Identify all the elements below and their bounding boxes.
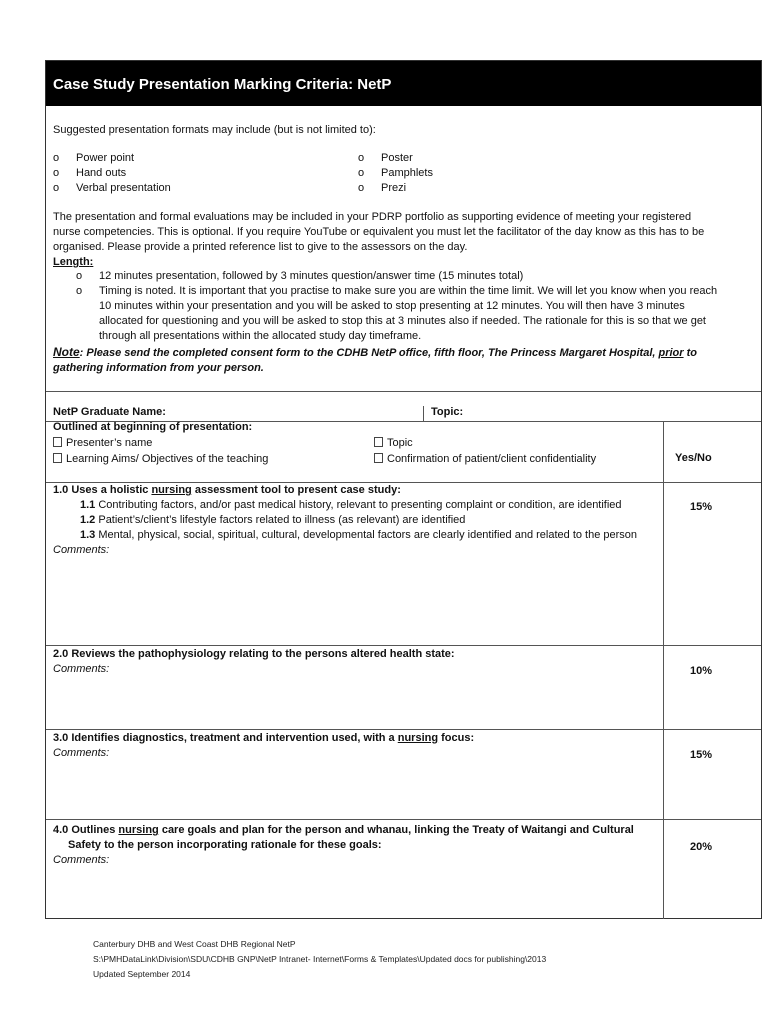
- intro-text: Suggested presentation formats may include (but is not limited to):: [53, 124, 376, 136]
- divider: [46, 645, 761, 646]
- format-row: [53, 151, 753, 166]
- bullet-icon: o: [358, 182, 365, 194]
- outlined-label: Outlined at beginning of presentation:: [53, 421, 253, 433]
- divider: [46, 729, 761, 730]
- checkbox-learning-aims[interactable]: Learning Aims/ Objectives of the teaching: [53, 452, 268, 467]
- format-item: Power point: [76, 152, 135, 164]
- comments-label: Comments:: [53, 544, 110, 556]
- footer-org: Canterbury DHB and West Coast DHB Regional NetP: [93, 939, 296, 949]
- bullet-icon: o: [53, 182, 60, 194]
- bullet-icon: o: [76, 270, 83, 282]
- criteria-section-3: [53, 731, 663, 761]
- section-title: 3.0 Identifies diagnostics, treatment and intervention used, with a nursing focus:: [53, 732, 475, 744]
- format-list: [53, 151, 753, 196]
- format-item: Prezi: [381, 182, 407, 194]
- footer-updated: Updated September 2014: [93, 969, 191, 979]
- checkbox-icon[interactable]: [374, 453, 383, 463]
- length-heading: Length:: [53, 256, 94, 268]
- divider: [423, 406, 424, 421]
- consent-note: Note: Please send the completed consent form to the CDHB NetP office, fifth floor, The Princess Margaret Hospital, prior to gathering information from your person.: [53, 345, 698, 374]
- footer: [93, 937, 546, 982]
- section-title: 4.0 Outlines nursing care goals and plan for the person and whanau, linking the Treaty of Waitangi and Cultural: [53, 824, 634, 836]
- pdrp-paragraph: The presentation and formal evaluations may be included in your PDRP portfolio as supporting evidence of meeting your registered nurse competencies. This is optional. If you require YouTube or equivalent you must let the facilitator of the day know as this has to be organised. Please provide a printed reference list to give to the assessors on the day.: [53, 211, 705, 253]
- bullet-icon: o: [358, 167, 365, 179]
- bullet-icon: o: [53, 152, 60, 164]
- sub-criterion: 1.2 Patient’s/client’s lifestyle factors related to illness (as relevant) are identified: [80, 514, 466, 526]
- criteria-section-2: [53, 647, 663, 677]
- marking-criteria-form: [45, 60, 762, 919]
- length-item: o Timing is noted. It is important that you practise to make sure you are within the time limit. We will let you know when you reach 10 minutes within your presentation and you will be asked to stop presenting at 12 minutes. You will then have 3 minutes allocated for questioning and you will be asked to stop this at 3 minutes also if needed. The rationale for this is so that we get through all presentations within the allocated study day timeframe.: [76, 285, 718, 342]
- bullet-icon: o: [53, 167, 60, 179]
- weight-percent: 15%: [689, 501, 713, 513]
- title-bar: [46, 61, 761, 106]
- weight-percent: 15%: [689, 749, 713, 761]
- checkbox-icon[interactable]: [53, 453, 62, 463]
- topic-label: Topic:: [431, 406, 464, 418]
- divider: [663, 421, 664, 919]
- note-label: Note: [53, 345, 80, 359]
- comments-label: Comments:: [53, 854, 110, 866]
- sub-criterion: 1.3 Mental, physical, social, spiritual, cultural, developmental factors are clearly identified and related to the person: [80, 529, 638, 541]
- comments-label: Comments:: [53, 663, 110, 675]
- format-item: Verbal presentation: [76, 182, 171, 194]
- weight-percent: 20%: [689, 841, 713, 853]
- checkbox-icon[interactable]: [374, 437, 383, 447]
- divider: [46, 819, 761, 820]
- graduate-name-label: NetP Graduate Name:: [53, 406, 166, 418]
- format-row: [53, 181, 753, 196]
- checkbox-icon[interactable]: [53, 437, 62, 447]
- checkbox-presenter-name[interactable]: Presenter’s name: [53, 436, 152, 451]
- format-item: Hand outs: [76, 167, 127, 179]
- length-item: o 12 minutes presentation, followed by 3 minutes question/answer time (15 minutes total): [76, 270, 524, 282]
- criteria-section-4: [53, 823, 663, 868]
- bullet-icon: o: [76, 285, 83, 297]
- divider: [46, 391, 761, 392]
- section-title: 1.0 Uses a holistic nursing assessment tool to present case study:: [53, 484, 401, 496]
- weight-percent: 10%: [689, 665, 713, 677]
- format-item: Poster: [381, 152, 413, 164]
- page-title: Case Study Presentation Marking Criteria: NetP: [53, 76, 392, 93]
- format-item: Pamphlets: [381, 167, 433, 179]
- comments-label: Comments:: [53, 747, 110, 759]
- sub-criterion: 1.1 Contributing factors, and/or past medical history, relevant to presenting complaint or condition, are identified: [80, 499, 622, 511]
- format-row: [53, 166, 753, 181]
- checkbox-confidentiality[interactable]: Confirmation of patient/client confidentiality: [374, 452, 596, 467]
- yes-no-header: Yes/No: [675, 452, 712, 464]
- bullet-icon: o: [358, 152, 365, 164]
- length-list: [53, 269, 723, 344]
- footer-path: S:\PMHDataLink\Division\SDU\CDHB GNP\NetP Intranet- Internet\Forms & Templates\Updated docs for publishing\2013: [93, 954, 547, 964]
- section-title-line2: Safety to the person incorporating rationale for these goals:: [68, 839, 382, 851]
- checkbox-topic[interactable]: Topic: [374, 436, 413, 451]
- section-title: 2.0 Reviews the pathophysiology relating to the persons altered health state:: [53, 648, 455, 660]
- criteria-section-1: [53, 483, 663, 558]
